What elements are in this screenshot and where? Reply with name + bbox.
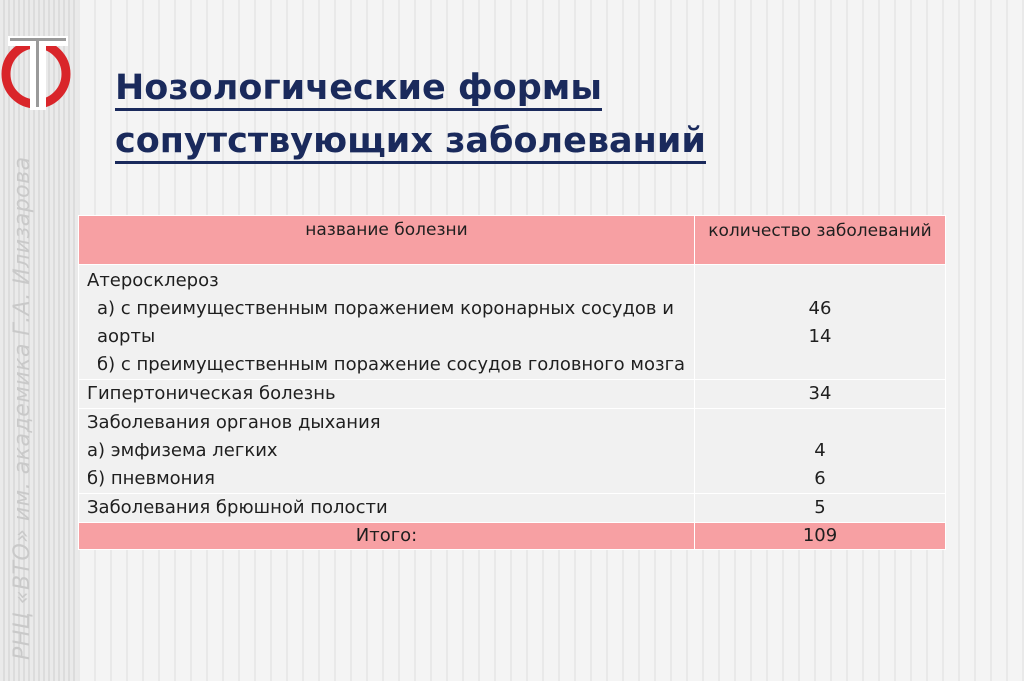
table-header-row — [79, 216, 946, 265]
count-cell — [695, 265, 946, 380]
count-value: 6 — [814, 468, 826, 489]
title-line-1: Нозологические формы — [115, 68, 602, 111]
disease-cell: Гипертоническая болезнь — [79, 380, 695, 409]
count-cell: 5 — [695, 494, 946, 523]
table-row — [79, 380, 946, 409]
left-sidebar-strip — [0, 0, 78, 681]
disease-subitem: а) эмфизема легких — [87, 440, 278, 461]
disease-subitem: б) с преимущественным поражение сосудов головного мозга — [97, 354, 686, 375]
count-value: 14 — [808, 326, 832, 347]
disease-cell: Заболевания брюшной полости — [79, 494, 695, 523]
total-label: Итого: — [79, 523, 695, 550]
disease-cell — [79, 409, 695, 494]
header-disease-name: название болезни — [79, 216, 695, 265]
total-value: 109 — [695, 523, 946, 550]
disease-group-label: Атеросклероз — [87, 270, 219, 291]
count-cell — [695, 409, 946, 494]
page-title — [115, 64, 915, 170]
count-value: 4 — [814, 440, 826, 461]
rnc-vto-logo — [0, 30, 78, 114]
disease-subitem: б) пневмония — [87, 468, 215, 489]
table-row — [79, 494, 946, 523]
table-row — [79, 265, 946, 380]
table-row — [79, 409, 946, 494]
disease-subitem: а) с преимущественным поражением коронарных сосудов и аорты — [97, 298, 674, 347]
disease-group-label: Заболевания органов дыхания — [87, 412, 381, 433]
institution-vertical-text: РНЦ «ВТО» им. академика Г.А. Илизарова — [10, 156, 35, 660]
count-cell: 34 — [695, 380, 946, 409]
header-case-count: количество заболеваний — [695, 216, 946, 265]
count-value: 46 — [808, 298, 832, 319]
disease-cell — [79, 265, 695, 380]
disease-table — [78, 215, 946, 550]
table-total-row — [79, 523, 946, 550]
title-line-2: сопутствующих заболеваний — [115, 121, 706, 164]
